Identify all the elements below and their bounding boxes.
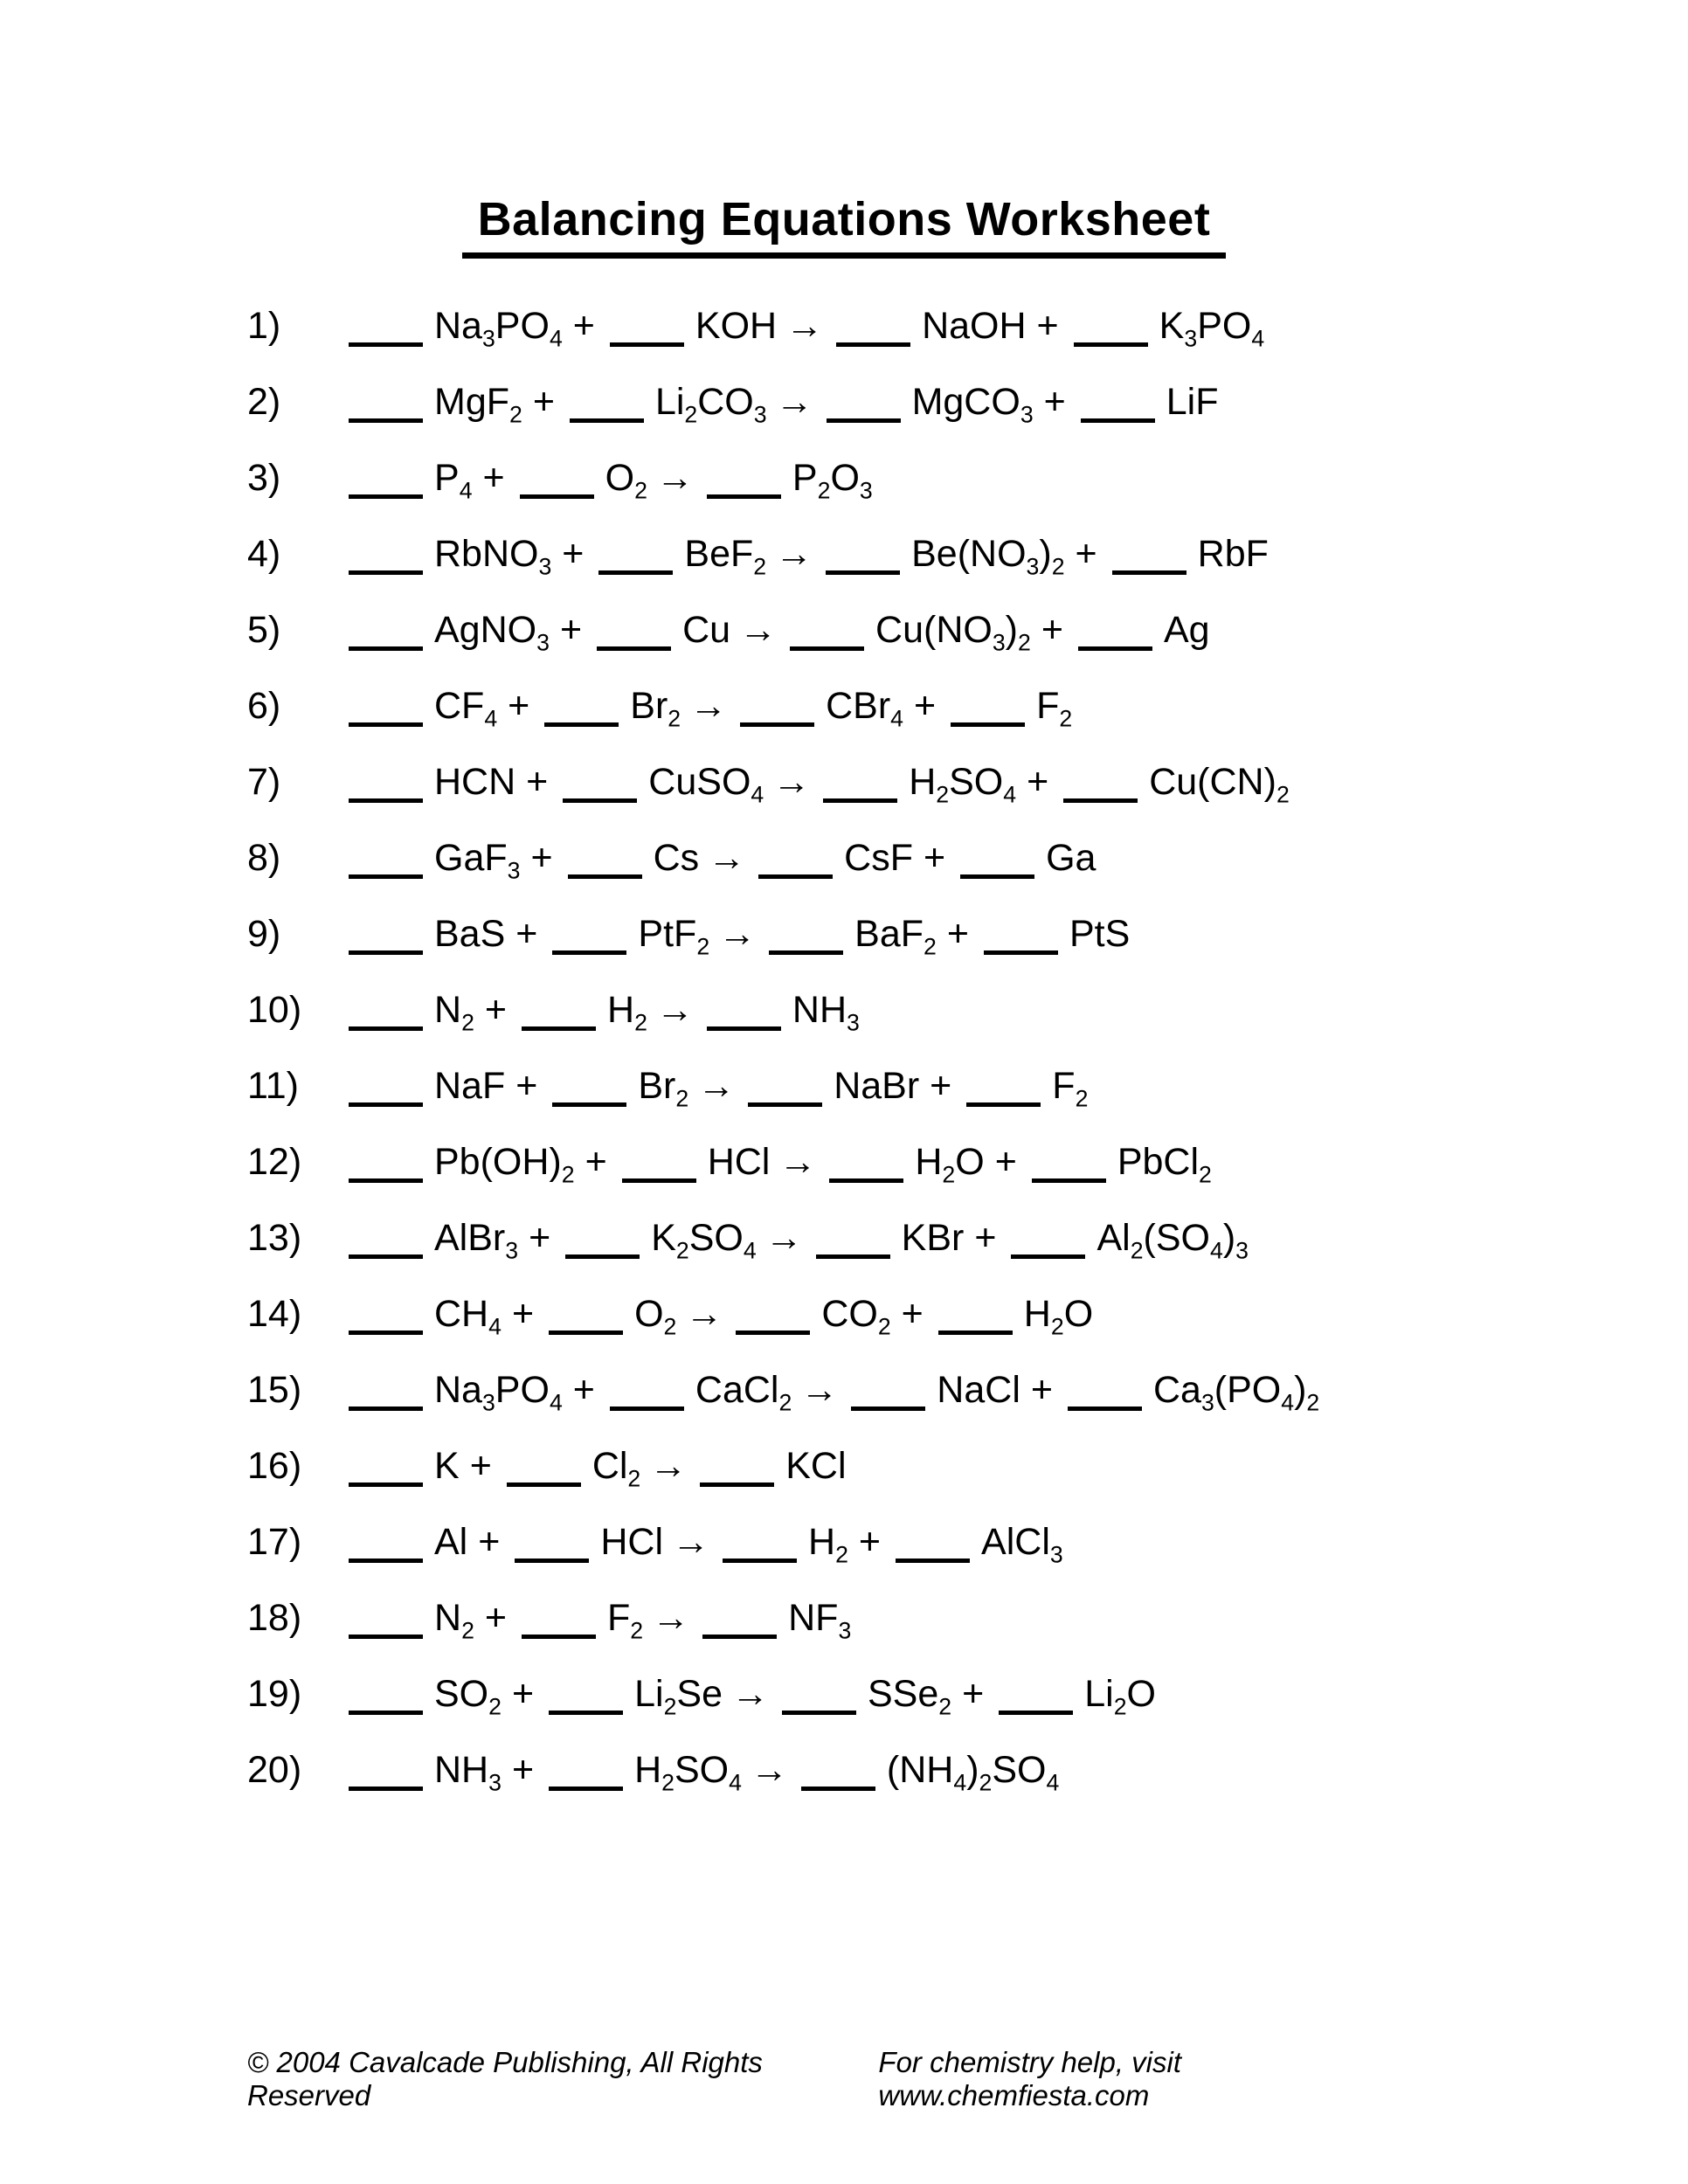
chemical-formula: CuSO$_4$ (648, 761, 764, 808)
chemical-formula: $O_2$ (634, 1293, 677, 1340)
plus-operator: + (901, 1293, 924, 1336)
chemical-formula: BaS (434, 913, 506, 956)
arrow-icon: → (672, 1521, 710, 1564)
coefficient-blank[interactable] (1063, 772, 1138, 803)
equation-number: 20) (247, 1749, 302, 1792)
plus-operator: + (478, 1521, 501, 1564)
chemical-formula: CsF (844, 837, 913, 880)
chemical-formula: Cu (682, 609, 731, 652)
chemical-formula: $CH_4$ (434, 1293, 502, 1340)
equation-body (349, 1597, 852, 1644)
equations-list (0, 288, 1688, 1808)
equation-body (349, 1065, 1089, 1112)
coefficient-blank[interactable] (549, 1684, 623, 1715)
chemical-formula: Al (434, 1521, 468, 1564)
chemical-formula: BeF$_2$ (684, 533, 767, 580)
chemical-formula: $Al_2(SO_4)_3$ (1097, 1217, 1249, 1264)
coefficient-blank[interactable] (829, 1152, 903, 1183)
arrow-icon: → (778, 1141, 817, 1184)
chemical-formula: $Li_2O$ (1084, 1673, 1156, 1720)
coefficient-blank[interactable] (610, 316, 684, 347)
title-wrap (0, 0, 1688, 259)
chemical-formula: NaOH (922, 305, 1027, 348)
equation-row (0, 364, 1688, 440)
coefficient-blank[interactable] (349, 1684, 423, 1715)
equation-number: 7) (247, 761, 281, 804)
coefficient-blank[interactable] (769, 924, 843, 955)
chemical-formula: $Cu(CN)_2$ (1149, 761, 1290, 808)
chemical-formula: $P_4$ (434, 457, 473, 504)
chemical-formula: $Pb(OH)_2$ (434, 1141, 575, 1188)
coefficient-blank[interactable] (544, 696, 619, 727)
equation-body (349, 913, 1131, 960)
chemical-formula: $F_2$ (1036, 685, 1073, 732)
chemical-formula: $F_2$ (607, 1597, 644, 1644)
coefficient-blank[interactable] (826, 544, 900, 575)
chemical-formula: LiF (1166, 381, 1219, 424)
coefficient-blank[interactable] (349, 1456, 423, 1487)
coefficient-blank[interactable] (349, 1608, 423, 1639)
coefficient-blank[interactable] (568, 848, 642, 879)
plus-operator: + (1036, 305, 1059, 348)
chemical-formula: $(NH_4)_2SO_4$ (886, 1749, 1060, 1796)
equation-row (0, 1124, 1688, 1200)
equation-number: 15) (247, 1369, 302, 1412)
coefficient-blank[interactable] (723, 1532, 797, 1563)
chemical-formula: $F_2$ (1052, 1065, 1089, 1112)
equation-row (0, 820, 1688, 896)
chemical-formula: $Be(NO_3)_2$ (911, 533, 1065, 580)
arrow-icon: → (750, 1749, 788, 1792)
coefficient-blank[interactable] (349, 1000, 423, 1031)
equation-row (0, 972, 1688, 1048)
equation-body (349, 381, 1219, 428)
equation-body (349, 1217, 1249, 1264)
chemical-formula: $NH_3$ (792, 989, 860, 1036)
equation-body (349, 457, 873, 504)
coefficient-blank[interactable] (622, 1152, 696, 1183)
equation-body (349, 1141, 1212, 1188)
equation-number: 9) (247, 913, 281, 956)
arrow-icon: → (649, 1445, 688, 1488)
arrow-icon: → (655, 457, 694, 500)
coefficient-blank[interactable] (1032, 1152, 1106, 1183)
plus-operator: + (511, 1673, 535, 1716)
plus-operator: + (946, 913, 969, 956)
coefficient-blank[interactable] (951, 696, 1025, 727)
equation-number: 2) (247, 381, 281, 424)
chemical-formula: $NH_3$ (434, 1749, 502, 1796)
coefficient-blank[interactable] (999, 1684, 1073, 1715)
coefficient-blank[interactable] (349, 544, 423, 575)
chemical-formula: Ag (1163, 609, 1210, 652)
plus-operator: + (469, 1445, 492, 1488)
equation-row (0, 592, 1688, 668)
chemical-formula: BaF$_2$ (854, 913, 937, 960)
plus-operator: + (511, 1749, 535, 1792)
plus-operator: + (1075, 533, 1097, 576)
chemical-formula: KOH (695, 305, 778, 348)
plus-operator: + (914, 685, 937, 728)
chemical-formula: $N_2$ (434, 1597, 474, 1644)
plus-operator: + (858, 1521, 882, 1564)
coefficient-blank[interactable] (707, 468, 781, 499)
coefficient-blank[interactable] (349, 1076, 423, 1107)
coefficient-blank[interactable] (740, 696, 814, 727)
coefficient-blank[interactable] (610, 1380, 684, 1411)
chemical-formula: $K_3PO_4$ (1159, 305, 1265, 352)
chemical-formula: $Na_3PO_4$ (434, 1369, 563, 1416)
equation-row (0, 1580, 1688, 1656)
coefficient-blank[interactable] (349, 1380, 423, 1411)
equation-number: 4) (247, 533, 281, 576)
equation-number: 13) (247, 1217, 302, 1260)
coefficient-blank[interactable] (570, 392, 644, 423)
coefficient-blank[interactable] (520, 468, 594, 499)
arrow-icon: → (652, 1597, 690, 1640)
chemical-formula: GaF$_3$ (434, 837, 521, 884)
equation-body (349, 761, 1290, 808)
coefficient-blank[interactable] (349, 1760, 423, 1791)
plus-operator: + (484, 989, 508, 1032)
chemical-formula: $SO_2$ (434, 1673, 502, 1720)
equation-body (349, 1293, 1094, 1340)
plus-operator: + (572, 1369, 595, 1412)
coefficient-blank[interactable] (349, 1532, 423, 1563)
coefficient-blank[interactable] (349, 468, 423, 499)
chemical-formula: $Cu(NO_3)_2$ (875, 609, 1031, 656)
equation-body (349, 1749, 1060, 1796)
chemical-formula: NaCl (937, 1369, 1020, 1412)
chemical-formula: $Li_2CO_3$ (654, 381, 767, 428)
chemical-formula: NaF (434, 1065, 506, 1108)
coefficient-blank[interactable] (598, 544, 673, 575)
chemical-formula: $H_2$ (607, 989, 647, 1036)
chemical-formula: $CO_2$ (821, 1293, 891, 1340)
equation-number: 19) (247, 1673, 302, 1716)
plus-operator: + (974, 1217, 997, 1260)
chemical-formula: MgCO$_3$ (911, 381, 1034, 428)
coefficient-blank[interactable] (549, 1304, 623, 1335)
coefficient-blank[interactable] (349, 392, 423, 423)
coefficient-blank[interactable] (552, 1076, 626, 1107)
footer (247, 2046, 1446, 2112)
chemical-formula: $Br_2$ (630, 685, 681, 732)
equation-number: 8) (247, 837, 281, 880)
coefficient-blank[interactable] (1078, 620, 1152, 651)
equation-row (0, 1732, 1688, 1808)
equation-number: 16) (247, 1445, 302, 1488)
coefficient-blank[interactable] (597, 620, 671, 651)
equation-row (0, 744, 1688, 820)
plus-operator: + (572, 305, 595, 348)
plus-operator: + (530, 837, 553, 880)
plus-operator: + (1027, 761, 1049, 804)
coefficient-blank[interactable] (549, 1760, 623, 1791)
chemical-formula: $O_2$ (605, 457, 647, 504)
plus-operator: + (508, 685, 530, 728)
coefficient-blank[interactable] (984, 924, 1058, 955)
chemical-formula: HCl (600, 1521, 664, 1564)
plus-operator: + (562, 533, 585, 576)
chemical-formula: Ga (1046, 837, 1097, 880)
arrow-icon: → (655, 989, 694, 1032)
coefficient-blank[interactable] (960, 848, 1034, 879)
plus-operator: + (559, 609, 583, 652)
plus-operator: + (585, 1141, 607, 1184)
equation-number: 12) (247, 1141, 302, 1184)
chemical-formula: $Na_3PO_4$ (434, 305, 563, 352)
coefficient-blank[interactable] (1081, 392, 1155, 423)
equation-row (0, 668, 1688, 744)
arrow-icon: → (708, 837, 746, 880)
equation-body (349, 989, 860, 1036)
coefficient-blank[interactable] (565, 1228, 640, 1259)
equation-row (0, 1048, 1688, 1124)
equation-number: 5) (247, 609, 281, 652)
chemical-formula: $H_2O$ (1023, 1293, 1094, 1340)
coefficient-blank[interactable] (851, 1380, 925, 1411)
equation-body (349, 609, 1210, 656)
coefficient-blank[interactable] (349, 316, 423, 347)
footer-help-link[interactable]: For chemistry help, visit www.chemfiesta.com (878, 2046, 1182, 2111)
equation-body (349, 1521, 1063, 1568)
equation-number: 6) (247, 685, 281, 728)
coefficient-blank[interactable] (896, 1532, 970, 1563)
chemical-formula: $K_2SO_4$ (651, 1217, 757, 1264)
arrow-icon: → (775, 381, 813, 424)
chemical-formula: $Li_2Se$ (634, 1673, 723, 1720)
equation-row (0, 896, 1688, 972)
chemical-formula: $NF_3$ (788, 1597, 852, 1644)
coefficient-blank[interactable] (707, 1000, 781, 1031)
coefficient-blank[interactable] (1112, 544, 1186, 575)
arrow-icon: → (785, 305, 824, 348)
plus-operator: + (529, 1217, 551, 1260)
coefficient-blank[interactable] (827, 392, 901, 423)
equation-row (0, 1352, 1688, 1428)
plus-operator: + (1043, 381, 1066, 424)
equation-body (349, 837, 1097, 884)
coefficient-blank[interactable] (702, 1608, 777, 1639)
coefficient-blank[interactable] (748, 1076, 822, 1107)
chemical-formula: HCl (707, 1141, 771, 1184)
chemical-formula: AlBr$_3$ (434, 1217, 519, 1264)
plus-operator: + (511, 1293, 535, 1336)
equation-body (349, 305, 1265, 352)
coefficient-blank[interactable] (966, 1076, 1041, 1107)
coefficient-blank[interactable] (790, 620, 864, 651)
arrow-icon: → (689, 685, 728, 728)
plus-operator: + (962, 1673, 985, 1716)
arrow-icon: → (731, 1673, 769, 1716)
plus-operator: + (532, 381, 555, 424)
chemical-formula: KBr (901, 1217, 965, 1260)
coefficient-blank[interactable] (349, 620, 423, 651)
coefficient-blank[interactable] (736, 1304, 810, 1335)
equation-number: 18) (247, 1597, 302, 1640)
coefficient-blank[interactable] (563, 772, 637, 803)
equation-row (0, 1200, 1688, 1276)
coefficient-blank[interactable] (1011, 1228, 1085, 1259)
coefficient-blank[interactable] (349, 772, 423, 803)
equation-number: 1) (247, 305, 281, 348)
coefficient-blank[interactable] (349, 1152, 423, 1183)
coefficient-blank[interactable] (349, 1304, 423, 1335)
equation-number: 14) (247, 1293, 302, 1336)
coefficient-blank[interactable] (700, 1456, 774, 1487)
coefficient-blank[interactable] (522, 1000, 596, 1031)
equation-row (0, 1656, 1688, 1732)
chemical-formula: RbF (1197, 533, 1269, 576)
arrow-icon: → (697, 1065, 736, 1108)
chemical-formula: RbNO$_3$ (434, 533, 552, 580)
coefficient-blank[interactable] (552, 924, 626, 955)
plus-operator: + (482, 457, 505, 500)
coefficient-blank[interactable] (507, 1456, 581, 1487)
equation-number: 11) (247, 1065, 299, 1108)
chemical-formula: MgF$_2$ (434, 381, 522, 428)
coefficient-blank[interactable] (349, 924, 423, 955)
chemical-formula: SSe$_2$ (868, 1673, 952, 1720)
chemical-formula: K (434, 1445, 460, 1488)
chemical-formula: $H_2SO_4$ (634, 1749, 742, 1796)
chemical-formula: $H_2SO_4$ (909, 761, 1017, 808)
chemical-formula: $H_2$ (808, 1521, 848, 1568)
equation-row (0, 1504, 1688, 1580)
coefficient-blank[interactable] (836, 316, 910, 347)
equation-number: 17) (247, 1521, 302, 1564)
page-title: Balancing Equations Worksheet (462, 194, 1227, 259)
equation-row (0, 1428, 1688, 1504)
coefficient-blank[interactable] (938, 1304, 1013, 1335)
plus-operator: + (515, 1065, 538, 1108)
coefficient-blank[interactable] (1074, 316, 1148, 347)
equation-body (349, 533, 1269, 580)
equation-body (349, 1369, 1320, 1416)
equation-number: 3) (247, 457, 281, 500)
chemical-formula: AlCl$_3$ (981, 1521, 1063, 1568)
chemical-formula: HCN (434, 761, 516, 804)
chemical-formula: $H_2O$ (915, 1141, 985, 1188)
chemical-formula: $Br_2$ (638, 1065, 689, 1112)
arrow-icon: → (800, 1369, 839, 1412)
coefficient-blank[interactable] (823, 772, 897, 803)
plus-operator: + (1030, 1369, 1053, 1412)
chemical-formula: AgNO$_3$ (434, 609, 550, 656)
chemical-formula: $Ca_3(PO_4)_2$ (1153, 1369, 1320, 1416)
arrow-icon: → (685, 1293, 723, 1336)
coefficient-blank[interactable] (1068, 1380, 1142, 1411)
arrow-icon: → (739, 609, 778, 652)
coefficient-blank[interactable] (522, 1608, 596, 1639)
coefficient-blank[interactable] (349, 696, 423, 727)
plus-operator: + (994, 1141, 1017, 1184)
chemical-formula: $Cl_2$ (591, 1445, 641, 1492)
plus-operator: + (930, 1065, 952, 1108)
footer-copyright: © 2004 Cavalcade Publishing, All Rights Reserved (247, 2046, 763, 2111)
equation-row (0, 440, 1688, 516)
arrow-icon: → (718, 913, 757, 956)
coefficient-blank[interactable] (349, 1228, 423, 1259)
equation-body (349, 685, 1073, 732)
plus-operator: + (526, 761, 549, 804)
equation-row (0, 516, 1688, 592)
chemical-formula: Cs (653, 837, 700, 880)
coefficient-blank[interactable] (816, 1228, 890, 1259)
equation-body (349, 1445, 847, 1492)
chemical-formula: PtS (1069, 913, 1131, 956)
arrow-icon: → (775, 533, 813, 576)
coefficient-blank[interactable] (349, 848, 423, 879)
equation-body (349, 1673, 1156, 1720)
plus-operator: + (484, 1597, 508, 1640)
plus-operator: + (923, 837, 946, 880)
chemical-formula: PtF$_2$ (638, 913, 710, 960)
plus-operator: + (515, 913, 538, 956)
arrow-icon: → (772, 761, 811, 804)
chemical-formula: NaBr (834, 1065, 920, 1108)
equation-number: 10) (247, 989, 302, 1032)
coefficient-blank[interactable] (758, 848, 833, 879)
equation-row (0, 288, 1688, 364)
chemical-formula: $N_2$ (434, 989, 474, 1036)
equation-row (0, 1276, 1688, 1352)
chemical-formula: KCl (785, 1445, 847, 1488)
chemical-formula: $CF_4$ (434, 685, 498, 732)
arrow-icon: → (764, 1217, 803, 1260)
coefficient-blank[interactable] (801, 1760, 875, 1791)
chemical-formula: CaCl$_2$ (695, 1369, 792, 1416)
plus-operator: + (1041, 609, 1063, 652)
coefficient-blank[interactable] (782, 1684, 856, 1715)
coefficient-blank[interactable] (515, 1532, 589, 1563)
chemical-formula: CBr$_4$ (826, 685, 903, 732)
chemical-formula: PbCl$_2$ (1117, 1141, 1212, 1188)
chemical-formula: $P_2O_3$ (792, 457, 873, 504)
